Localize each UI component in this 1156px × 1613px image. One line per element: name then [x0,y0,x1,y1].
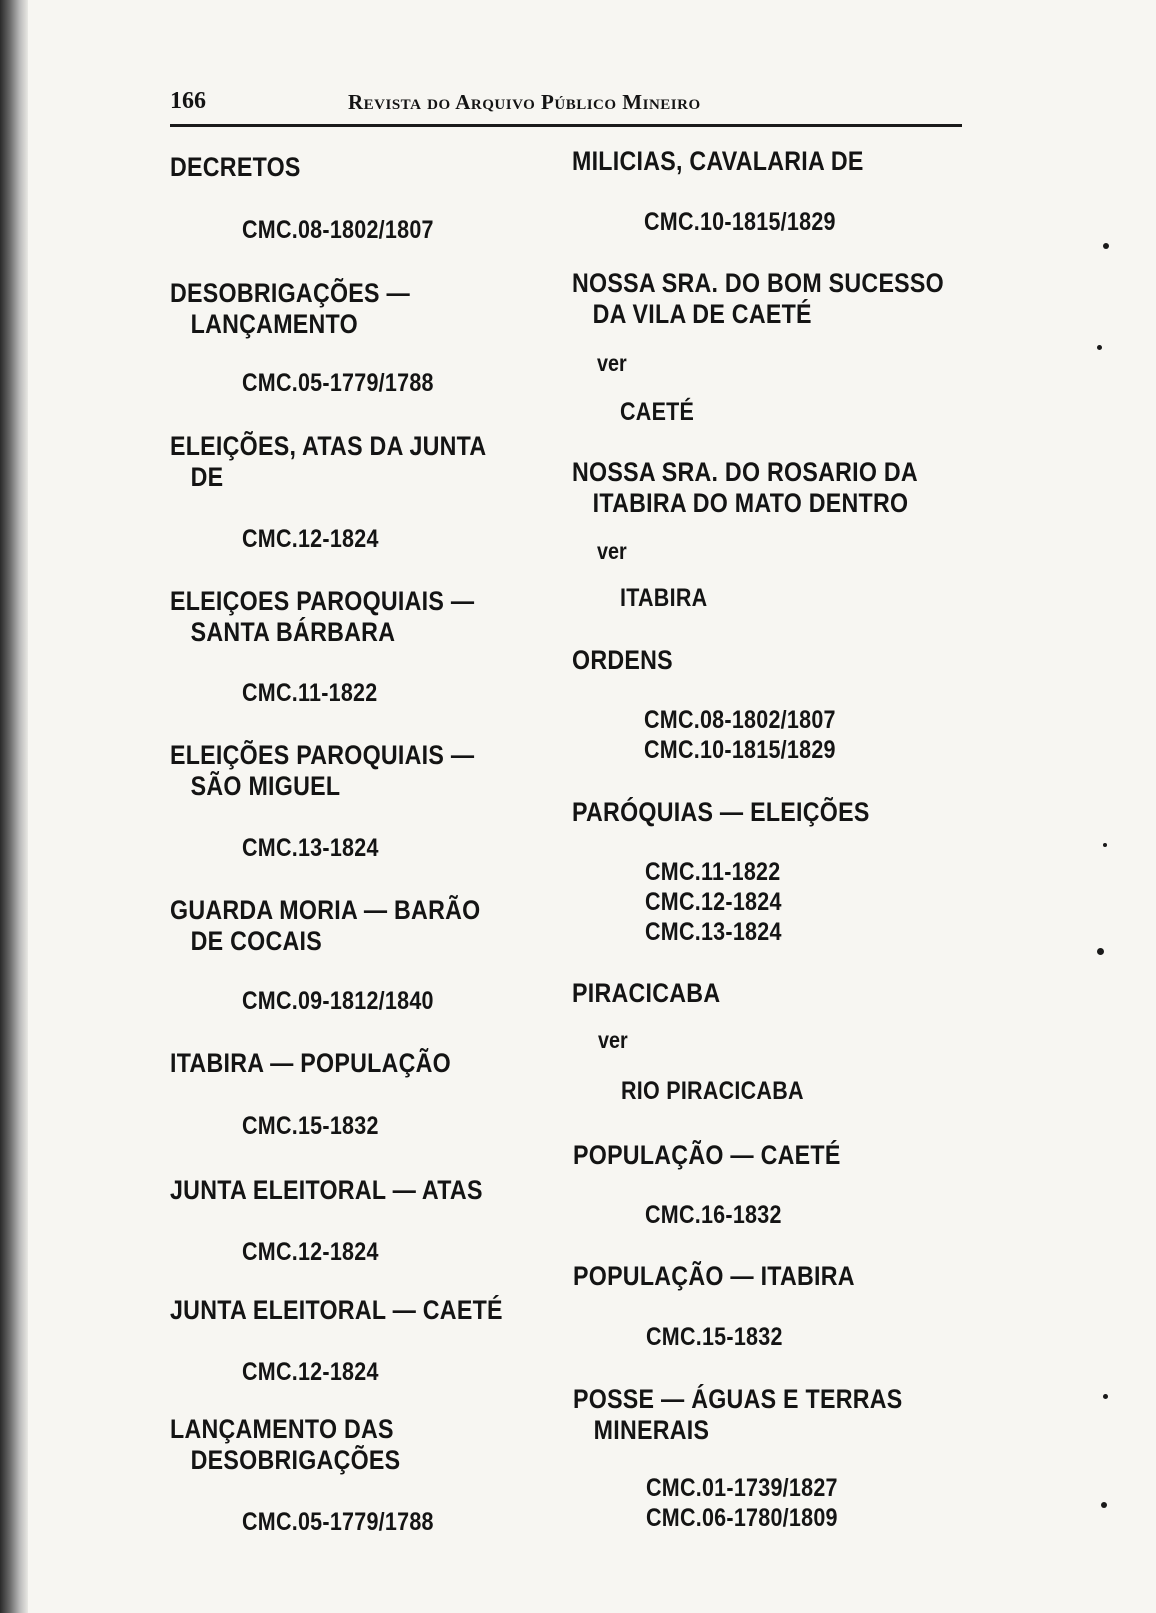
record-reference: CMC.09-1812/1840 [242,987,434,1015]
index-heading: POSSE — ÁGUAS E TERRAS MINERAIS [573,1384,903,1445]
index-heading: MILICIAS, CAVALARIA DE [572,146,864,176]
page-number: 166 [170,88,206,114]
index-heading: NOSSA SRA. DO ROSARIO DA ITABIRA DO MATO DENTRO [572,457,918,518]
cross-reference: CAETÉ [620,398,695,426]
running-header [170,84,962,127]
scan-speck [1103,243,1109,249]
scan-speck [1103,1394,1108,1399]
index-heading: ORDENS [572,645,673,675]
record-reference: CMC.01-1739/1827 [646,1474,838,1502]
index-heading: ELEIÇOES PAROQUIAIS — SANTA BÁRBARA [170,586,475,647]
record-reference: CMC.12-1824 [242,525,379,553]
scan-speck [1103,843,1107,847]
index-heading: LANÇAMENTO DAS DESOBRIGAÇÕES [170,1414,401,1475]
record-reference: CMC.12-1824 [242,1238,379,1266]
record-reference: CMC.10-1815/1829 [644,208,836,236]
index-heading: ELEIÇÕES, ATAS DA JUNTA DE [170,431,487,492]
see-also-label: ver [597,538,627,564]
record-reference: CMC.11-1822 [242,679,378,707]
record-reference: CMC.13-1824 [645,918,782,946]
index-heading: JUNTA ELEITORAL — CAETÉ [170,1295,503,1325]
record-reference: CMC.05-1779/1788 [242,369,434,397]
record-reference: CMC.10-1815/1829 [644,736,836,764]
scan-speck [1097,345,1102,350]
record-reference: CMC.08-1802/1807 [242,216,434,244]
cross-reference: RIO PIRACICABA [621,1077,804,1105]
scan-speck [1101,1502,1107,1508]
index-heading: ELEIÇÕES PAROQUIAIS — SÃO MIGUEL [170,740,475,801]
record-reference: CMC.06-1780/1809 [646,1504,838,1532]
index-heading: DESOBRIGAÇÕES — LANÇAMENTO [170,278,410,339]
index-heading: GUARDA MORIA — BARÃO DE COCAIS [170,895,481,956]
record-reference: CMC.12-1824 [645,888,782,916]
record-reference: CMC.15-1832 [646,1323,783,1351]
index-heading: PIRACICABA [572,978,721,1008]
index-heading: POPULAÇÃO — ITABIRA [573,1261,855,1291]
index-heading: POPULAÇÃO — CAETÉ [573,1140,841,1170]
journal-title: Revista do Arquivo Público Mineiro [348,90,701,114]
record-reference: CMC.08-1802/1807 [644,706,836,734]
record-reference: CMC.13-1824 [242,834,379,862]
record-reference: CMC.11-1822 [645,858,781,886]
record-reference: CMC.16-1832 [645,1201,782,1229]
page-binding-edge [0,0,28,1613]
scan-speck [1097,948,1104,955]
record-reference: CMC.12-1824 [242,1358,379,1386]
see-also-label: ver [597,350,627,376]
record-reference: CMC.05-1779/1788 [242,1508,434,1536]
index-heading: NOSSA SRA. DO BOM SUCESSO DA VILA DE CAETÉ [572,268,945,329]
index-heading: ITABIRA — POPULAÇÃO [170,1048,451,1078]
see-also-label: ver [598,1027,628,1053]
index-heading: PARÓQUIAS — ELEIÇÕES [572,797,870,827]
index-heading: DECRETOS [170,152,301,182]
cross-reference: ITABIRA [620,584,708,612]
record-reference: CMC.15-1832 [242,1112,379,1140]
index-heading: JUNTA ELEITORAL — ATAS [170,1175,483,1205]
